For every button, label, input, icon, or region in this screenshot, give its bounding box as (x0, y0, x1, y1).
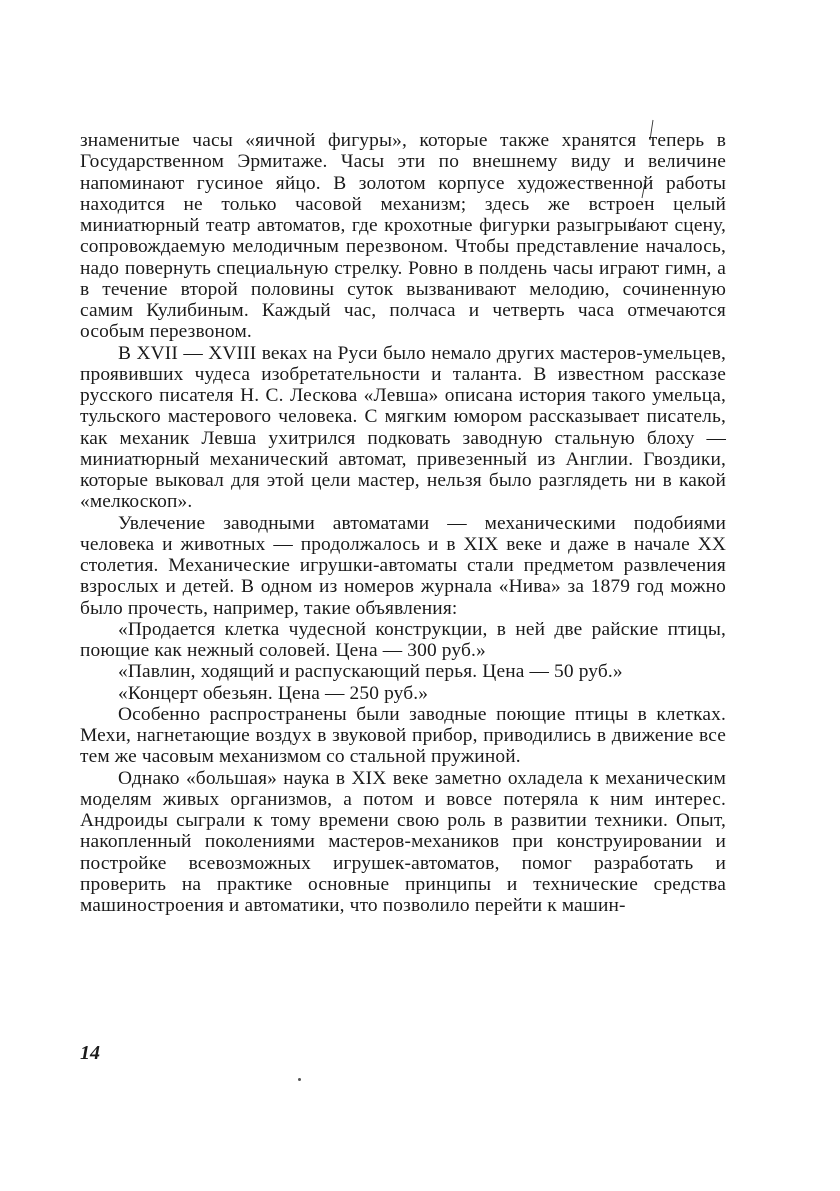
paragraph-3: Увлечение заводными автоматами — механическими подобиями человека и животных — продолжалось и в XIX веке и даже в начале XX столетия. Механические игрушки-автоматы стали предметом развлечения взрослых и детей. В одном из номеров журнала «Нива» за 1879 год можно было прочесть, например, такие объявления: (80, 512, 726, 619)
quote-3: «Концерт обезьян. Цена — 250 руб.» (118, 682, 429, 704)
print-speck (298, 1078, 301, 1081)
paragraph-1: знаменитые часы «яичной фигуры», которые также хранятся теперь в Государственном Эрмитаже. Часы эти по внешнему виду и величине напоминают гусиное яйцо. В золотом корпусе художественной работы находится не только часовой механизм; здесь же встроен целый миниатюрный театр автоматов, где крохотные фигурки разыгрывают сцену, сопровождаемую мелодичным перезвоном. Чтобы представление началось, надо повернуть специальную стрелку. Ровно в полдень часы играют гимн, а в течение второй половины суток вызванивают мелодию, сочиненную самим Кулибиным. Каждый час, полчаса и четверть часа отмечаются особым перезвоном. (80, 130, 726, 343)
quote-2: «Павлин, ходящий и распускающий перья. Цена — 50 руб.» (118, 661, 623, 683)
paragraph-5: Однако «большая» наука в XIX веке заметно охладела к механическим моделям живых организмов, а потом и вовсе потеряла к ним интерес. Андроиды сыграли к тому времени свою роль в развитии техники. Опыт, накопленный поколениями мастеров-механиков при конструировании и постройке всевозможных игрушек-автоматов, помог разработать и проверить на практике основные принципы и технические средства машиностроения и автоматики, что позволило перейти к машин- (80, 767, 726, 916)
quote-1: «Продается клетка чудесной конструкции, в ней две райские птицы, поющие как нежный соловей. Цена — 300 руб.» (80, 618, 726, 661)
body-text (80, 130, 726, 916)
paragraph-2: В XVII — XVIII веках на Руси было немало других мастеров-умельцев, проявивших чудеса изобретательности и таланта. В известном рассказе русского писателя Н. С. Лескова «Левша» описана история такого умельца, тульского мастерового человека. С мягким юмором рассказывает писатель, как механик Левша ухитрился подковать заводную стальную блоху — миниатюрный механический автомат, привезенный из Англии. Гвоздики, которые выковал для этой цели мастер, нельзя было разглядеть ни в какой «мелкоскоп». (80, 342, 726, 513)
paragraph-4: Особенно распространены были заводные поющие птицы в клетках. Мехи, нагнетающие воздух в звуковой прибор, приводились в движение все тем же часовым механизмом со стальной пружиной. (80, 703, 726, 768)
page-number: 14 (80, 1042, 100, 1064)
